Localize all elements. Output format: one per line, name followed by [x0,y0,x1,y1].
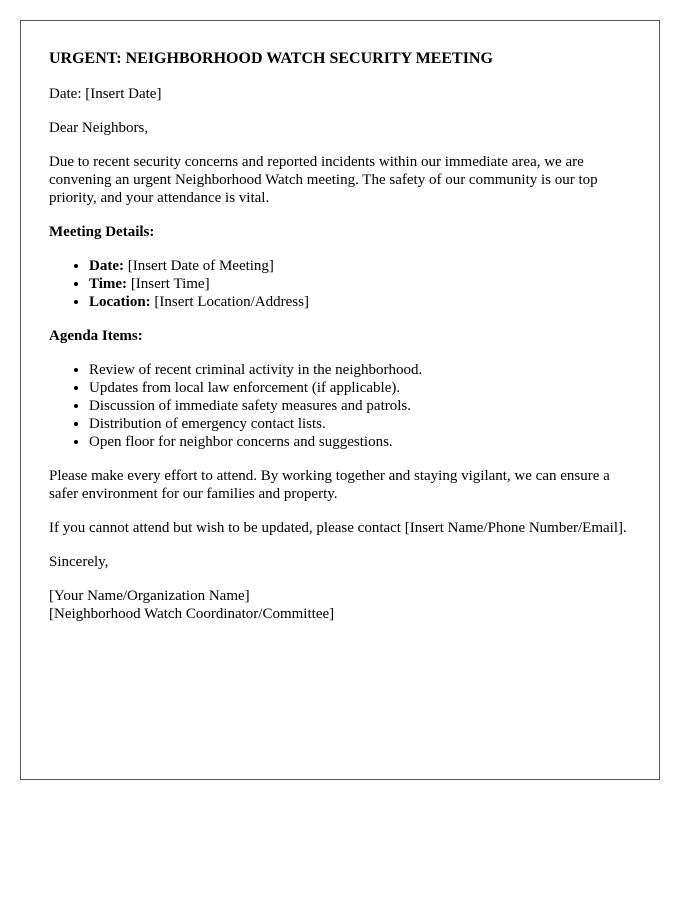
intro-paragraph: Due to recent security concerns and reported incidents within our immediate area, we are convening an urgent Neighborhood Watch meeting. The safety of our community is our top priority, and your attendance is vital. [49,154,598,206]
meeting-detail-label: Time: [89,276,128,292]
meeting-detail-date [89,257,631,275]
meeting-detail-value: [Insert Date of Meeting] [123,258,274,274]
agenda-item: • Open floor for neighbor concerns and suggestions. [89,433,631,451]
meeting-detail-value: [Insert Time] [127,276,210,292]
date-line: Date: [Insert Date] [49,86,162,102]
signature-block [49,587,631,623]
agenda-list [49,361,631,451]
meeting-detail-location [89,293,631,311]
meeting-detail-label: Date: [89,258,124,274]
meeting-detail-time [89,275,631,293]
signoff: Sincerely, [49,554,109,570]
agenda-item: • Discussion of immediate safety measures and patrols. [89,397,631,415]
signature-name: [Your Name/Organization Name] [49,588,250,604]
meeting-detail-value: [Insert Location/Address] [150,294,309,310]
letter-title: URGENT: NEIGHBORHOOD WATCH SECURITY MEETING [49,50,493,67]
signature-role: [Neighborhood Watch Coordinator/Committee] [49,606,335,622]
agenda-heading: Agenda Items: [49,328,143,344]
meeting-detail-label: Location: [89,294,151,310]
meeting-details-heading: Meeting Details: [49,224,155,240]
agenda-item: • Review of recent criminal activity in the neighborhood. [89,361,631,379]
greeting: Dear Neighbors, [49,120,149,136]
agenda-item: • Updates from local law enforcement (if applicable). [89,379,631,397]
closing-paragraph: Please make every effort to attend. By working together and staying vigilant, we can ensure a safer environment for our families and property. [49,468,610,502]
meeting-details-list [49,257,631,311]
contact-paragraph: If you cannot attend but wish to be updated, please contact [Insert Name/Phone Number/Email]. [49,520,627,536]
letter-document [20,20,660,780]
agenda-item: • Distribution of emergency contact lists. [89,415,631,433]
